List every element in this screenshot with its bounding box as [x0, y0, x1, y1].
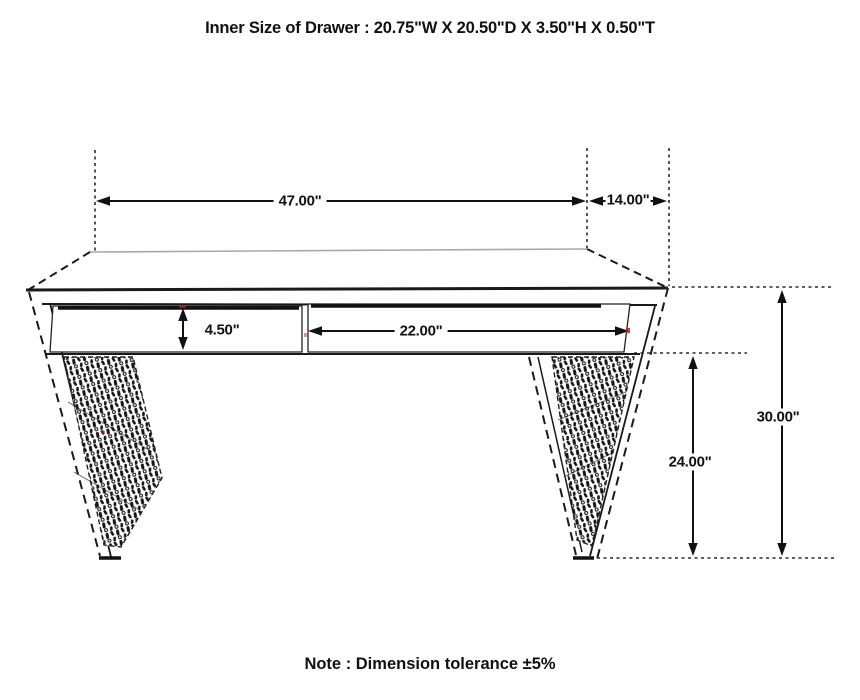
dimension-leg-clearance-label: 24.00": [664, 454, 717, 471]
dimension-drawer-width-label: 22.00": [395, 323, 448, 340]
tolerance-note: Note : Dimension tolerance ±5%: [304, 655, 556, 673]
drawer-apron: [46, 304, 640, 354]
dim-arrow-top-width: [96, 196, 586, 205]
right-leg-carved-panel: [552, 357, 634, 546]
desk-top-surface: [26, 249, 668, 305]
left-drawer-front: [50, 306, 302, 352]
dimension-overall-height-label: 30.00": [752, 409, 805, 426]
desk-top-front-edge: [26, 288, 668, 290]
diagram-title: Inner Size of Drawer : 20.75"W X 20.50"D X 3.50"H X 0.50"T: [205, 19, 655, 37]
dimension-top-width-label: 47.00": [274, 193, 327, 210]
right-drawer-front: [308, 304, 630, 352]
dimension-drawer-height-label: 4.50": [204, 321, 240, 339]
dimension-top-depth-label: 14.00": [606, 191, 650, 209]
left-leg-carved-panel: [64, 357, 162, 547]
